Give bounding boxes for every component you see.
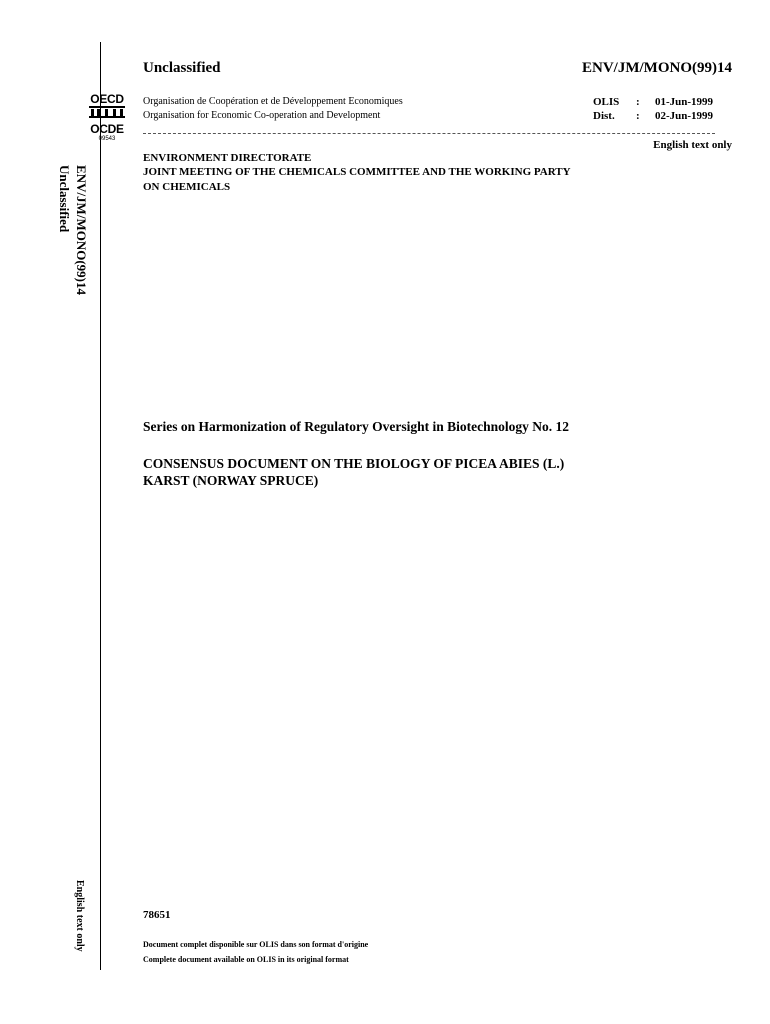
document-title-line2: KARST (NORWAY SPRUCE) xyxy=(143,473,319,488)
sidebar-language-note: English text only xyxy=(74,880,85,952)
footer-note-french: Document complet disponible sur OLIS dans son format d'origine xyxy=(143,940,369,949)
olis-date: 01-Jun-1999 xyxy=(655,96,714,108)
margin-rule xyxy=(100,42,101,970)
directorate-name: ENVIRONMENT DIRECTORATE xyxy=(143,152,312,164)
org-name-english: Organisation for Economic Co-operation and Development xyxy=(143,110,381,121)
logo-text-oecd: OECD xyxy=(90,92,124,106)
footer-note-english: Complete document available on OLIS in its original format xyxy=(143,955,349,964)
oecd-logo xyxy=(84,93,130,151)
dist-colon: : xyxy=(636,110,640,122)
logo-text-ocde: OCDE xyxy=(90,122,124,136)
logo-code: 09543 xyxy=(98,136,116,142)
classification-label: Unclassified xyxy=(143,60,221,76)
logo-building-icon xyxy=(84,106,130,118)
header-divider xyxy=(143,133,715,134)
sidebar-classification: Unclassified xyxy=(57,165,72,233)
document-reference: ENV/JM/MONO(99)14 xyxy=(582,60,732,76)
meeting-name-line1: JOINT MEETING OF THE CHEMICALS COMMITTEE AND THE WORKING PARTY xyxy=(143,166,571,178)
olis-label: OLIS xyxy=(593,96,620,108)
series-title: Series on Harmonization of Regulatory Oversight in Biotechnology No. 12 xyxy=(143,419,569,434)
olis-colon: : xyxy=(636,96,640,108)
org-name-french: Organisation de Coopération et de Développement Economiques xyxy=(143,96,403,107)
language-note: English text only xyxy=(653,139,732,151)
document-title-line1: CONSENSUS DOCUMENT ON THE BIOLOGY OF PICEA ABIES (L.) xyxy=(143,456,565,471)
dist-label: Dist. xyxy=(593,110,615,122)
dist-date: 02-Jun-1999 xyxy=(655,110,714,122)
meeting-name-line2: ON CHEMICALS xyxy=(143,181,231,193)
document-number: 78651 xyxy=(143,909,171,921)
sidebar-reference: ENV/JM/MONO(99)14 xyxy=(74,165,89,295)
